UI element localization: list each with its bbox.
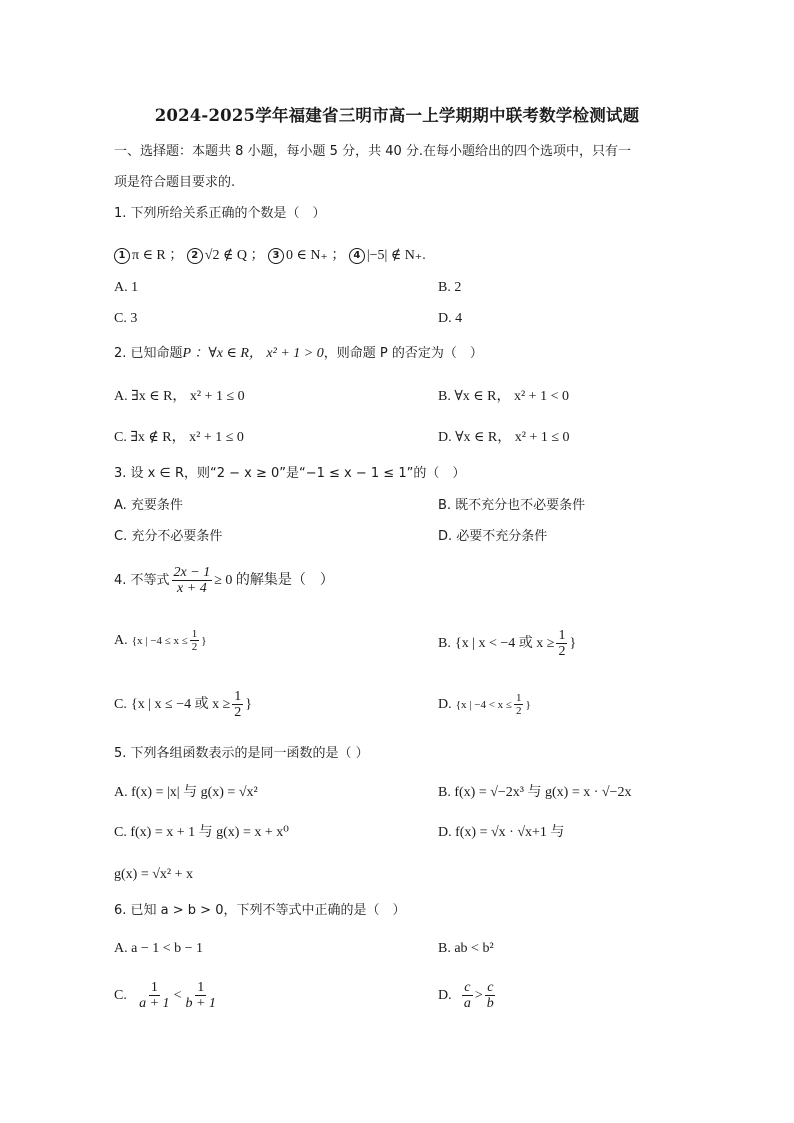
q4-fraction: $\frac{2x - 1}{x + 4}$ bbox=[173, 565, 211, 596]
q4-stem: 4. 不等式 $\frac{2x - 1}{x + 4}$ ≥ 0 的解集是（ ） bbox=[114, 565, 334, 596]
section-instructions-line2: 项是符合题目要求的. bbox=[114, 175, 236, 190]
q1-item-1: π ∈ R bbox=[132, 248, 166, 263]
q5-option-a: A. f(x) = |x| 与 g(x) = √x² bbox=[114, 785, 258, 800]
q6-option-d: D. $\frac{c}{a}$ > $\frac{c}{b}$ bbox=[438, 980, 494, 1011]
q2-stem: 2. 已知命题P ：∀x ∈ R， x² + 1 > 0，则命题 P 的否定为（ ） bbox=[114, 346, 483, 361]
q2-option-a: A. ∃x ∈ R， x² + 1 ≤ 0 bbox=[114, 389, 245, 404]
q1-item-2: √2 ∉ Q bbox=[204, 248, 247, 263]
q1-item-3: 0 ∈ N₊ bbox=[285, 248, 328, 263]
q3-option-d: D. 必要不充分条件 bbox=[438, 529, 548, 544]
q3-option-c: C. 充分不必要条件 bbox=[114, 529, 223, 544]
q6-option-a: A. a − 1 < b − 1 bbox=[114, 941, 204, 956]
q4-option-c: C. {x | x ≤ −4 或 x ≥ $\frac{1}{2}$ } bbox=[114, 689, 253, 720]
q1-option-c: C. 3 bbox=[114, 311, 138, 326]
q6-option-b: B. ab < b² bbox=[438, 941, 494, 956]
q6-stem: 6. 已知 a > b > 0，下列不等式中正确的是（ ） bbox=[114, 903, 406, 918]
q1-items: 1 π ∈ R ； 2 √2 ∉ Q ； 3 0 ∈ N₊ ； 4 |−5| ∉ N₊. bbox=[114, 244, 426, 264]
circled-number-icon: 3 bbox=[268, 248, 284, 264]
q4-option-b: B. {x | x < −4 或 x ≥ $\frac{1}{2}$ } bbox=[438, 628, 577, 659]
q3-option-b: B. 既不充分也不必要条件 bbox=[438, 498, 586, 513]
q2-option-c: C. ∃x ∉ R， x² + 1 ≤ 0 bbox=[114, 430, 244, 445]
q4-option-d: D. {x | −4 < x ≤ $\frac{1}{2}$ } bbox=[438, 692, 531, 717]
q3-option-a: A. 充要条件 bbox=[114, 498, 183, 513]
circled-number-icon: 4 bbox=[349, 248, 365, 264]
page-title: 2024-2025学年福建省三明市高一上学期期中联考数学检测试题 bbox=[154, 106, 640, 125]
section-instructions-line1: 一、选择题：本题共 8 小题，每小题 5 分，共 40 分.在每小题给出的四个选项中，只有一 bbox=[114, 144, 632, 159]
q5-option-d: D. f(x) = √x · √x+1 与 bbox=[438, 825, 565, 840]
q4-option-a: A. {x | −4 ≤ x ≤ $\frac{1}{2}$ } bbox=[114, 628, 207, 653]
circled-number-icon: 1 bbox=[114, 248, 130, 264]
q3-stem: 3. 设 x ∈ R，则“2 − x ≥ 0”是“−1 ≤ x − 1 ≤ 1”的（ ） bbox=[114, 466, 466, 481]
q5-option-b: B. f(x) = √−2x³ 与 g(x) = x · √−2x bbox=[438, 785, 632, 800]
circled-number-icon: 2 bbox=[187, 248, 203, 264]
q1-option-d: D. 4 bbox=[438, 311, 463, 326]
q2-option-b: B. ∀x ∈ R， x² + 1 < 0 bbox=[438, 389, 569, 404]
q1-item-4: |−5| ∉ N₊ bbox=[366, 248, 423, 263]
q1-option-a: A. 1 bbox=[114, 280, 139, 295]
q5-stem: 5. 下列各组函数表示的是同一函数的是（ ） bbox=[114, 746, 369, 761]
q5-option-c: C. f(x) = x + 1 与 g(x) = x + x⁰ bbox=[114, 825, 289, 840]
q1-option-b: B. 2 bbox=[438, 280, 462, 295]
q2-option-d: D. ∀x ∈ R， x² + 1 ≤ 0 bbox=[438, 430, 570, 445]
q1-stem: 1. 下列所给关系正确的个数是（ ） bbox=[114, 206, 326, 221]
q6-option-c: C. $\frac{1}{a + 1}$ < $\frac{1}{b + 1}$ bbox=[114, 980, 216, 1011]
q5-option-d-continued: g(x) = √x² + x bbox=[114, 867, 193, 882]
